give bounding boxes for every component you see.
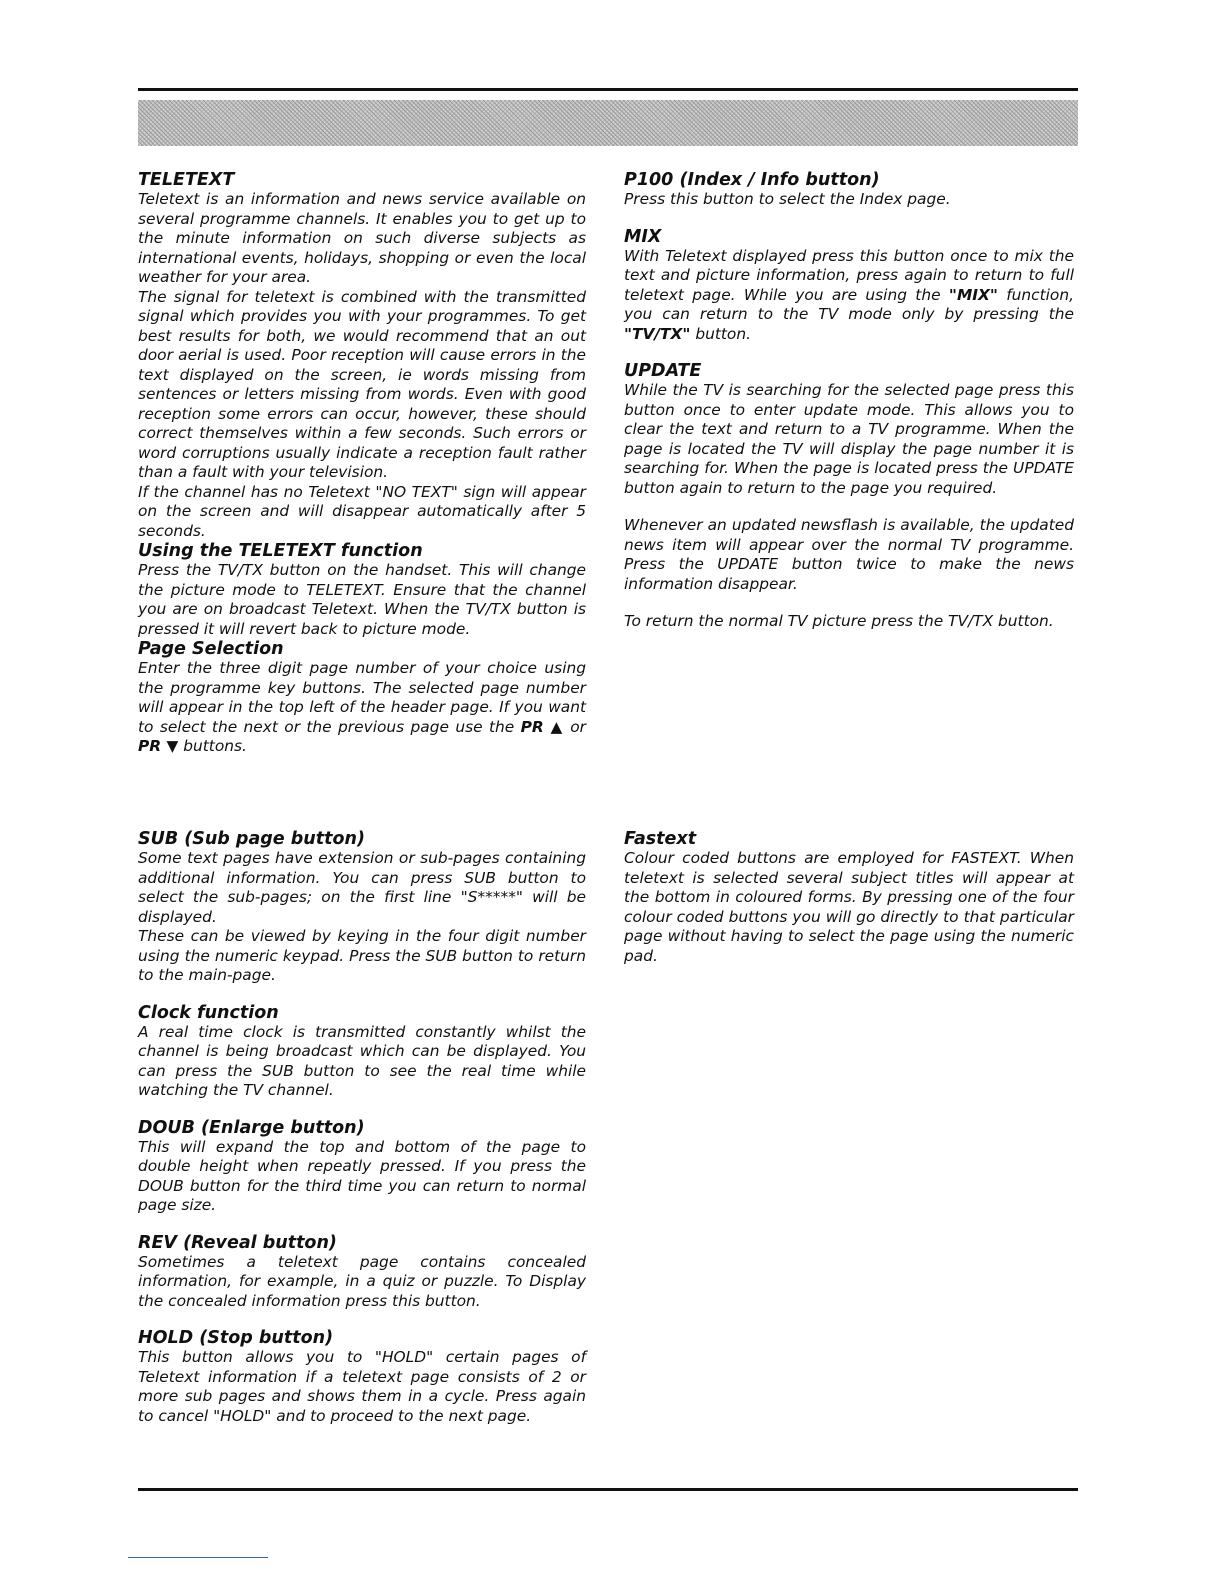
tvtx-quote: "TV/TX" bbox=[624, 324, 691, 343]
column-left-top bbox=[138, 170, 586, 757]
doub-heading: DOUB (Enlarge button) bbox=[138, 1117, 365, 1138]
teletext-heading: TELETEXT bbox=[138, 170, 235, 190]
pr-down-label: PR ▼ bbox=[138, 737, 179, 755]
mix-text-b: function, you can return to the TV mode only by pressing the bbox=[624, 285, 1074, 323]
top-rule bbox=[138, 88, 1078, 91]
clock-body: A real time clock is transmitted constantly whilst the channel is being broadcast which can be displayed. You can press the SUB button to see the real time while watching the TV channel. bbox=[138, 1022, 586, 1099]
clock-section bbox=[138, 1003, 586, 1101]
header-banner bbox=[138, 100, 1078, 146]
column-right-top bbox=[624, 170, 1074, 649]
buttons-label: buttons. bbox=[183, 737, 247, 755]
mix-section bbox=[624, 227, 1074, 345]
fastext-heading: Fastext bbox=[624, 829, 697, 849]
fastext-body: Colour coded buttons are employed for FASTEXT. When teletext is selected several subject titles will appear at the bottom in coloured forms. By pressing one of the four colour coded buttons you will go directly to that particular page without having to select the page using the numeric pad. bbox=[624, 849, 1074, 965]
page-selection-body bbox=[138, 659, 586, 757]
page-selection-heading: Page Selection bbox=[138, 639, 284, 659]
using-teletext-body: Press the TV/TX button on the handset. This will change the picture mode to TELETEXT. Ensure that the channel you are on broadcast Teletext. When the TV/TX button is pressed it will revert back to picture mode. bbox=[138, 561, 586, 638]
rev-section bbox=[138, 1233, 586, 1312]
mix-text-c: button. bbox=[695, 324, 751, 343]
rev-body: Sometimes a teletext page contains concealed information, for example, in a quiz or puzzle. To Display the concealed information press this button. bbox=[138, 1252, 586, 1310]
sub-body: Some text pages have extension or sub-pages containing additional information. You can press SUB button to select the sub-pages; on the first line "S*****" will be displayed. bbox=[138, 849, 586, 926]
or-label: or bbox=[570, 717, 586, 736]
update-newsflash: Whenever an updated newsflash is available, the updated news item will appear over the normal TV programme. Press the UPDATE button twice to make the news information disappear. bbox=[624, 516, 1074, 593]
update-heading: UPDATE bbox=[624, 361, 702, 381]
footnote-separator bbox=[128, 1557, 268, 1558]
bottom-rule bbox=[138, 1488, 1078, 1491]
mix-heading: MIX bbox=[624, 226, 662, 247]
using-teletext-section bbox=[138, 541, 586, 639]
mix-text-a: With Teletext displayed press this button once to mix the text and picture information, press again to return to full teletext page. While you are using the bbox=[624, 246, 1074, 304]
hold-heading: HOLD (Stop button) bbox=[138, 1328, 334, 1348]
clock-heading: Clock function bbox=[138, 1002, 279, 1023]
p100-body: Press this button to select the Index page. bbox=[624, 190, 951, 208]
pr-up-label: PR ▲ bbox=[520, 717, 564, 736]
column-left-bottom bbox=[138, 829, 586, 1443]
teletext-intro: Teletext is an information and news service available on several programme channels. It enables you to get up to the minute information on such diverse subjects as international events, holidays, shopping or even the local weather for your area. bbox=[138, 190, 586, 286]
using-teletext-heading: Using the TELETEXT function bbox=[138, 541, 423, 561]
page-selection-text: Enter the three digit page number of your choice using the programme key buttons. The selected page number will appear in the top left of the header page. If you want to select the next or the previous page use the bbox=[138, 659, 586, 736]
column-right-bottom bbox=[624, 829, 1074, 983]
doub-section bbox=[138, 1118, 586, 1216]
sub-body-2: These can be viewed by keying in the four digit number using the numeric keypad. Press the SUB button to return to the main-page. bbox=[138, 927, 586, 984]
sub-section bbox=[138, 829, 586, 986]
teletext-signal: The signal for teletext is combined with the transmitted signal which provides you with your programmes. To get best results for both, we would recommend that an out door aerial is used. Poor reception will cause errors in the text displayed on the screen, ie words missing from sentences or letters missing from words. Even with good reception some errors can occur, however, these should correct themselves within a few seconds. Such errors or word corruptions usually indicate a reception fault rather than a fault with your television. bbox=[138, 287, 586, 481]
rev-heading: REV (Reveal button) bbox=[138, 1232, 337, 1253]
update-body: While the TV is searching for the selected page press this button once to enter update mode. This allows you to clear the text and return to a TV programme. When the page is located the TV will display the page number it is searching for. When the page is located press the UPDATE button again to return to the page you required. bbox=[624, 381, 1074, 497]
teletext-section bbox=[138, 170, 586, 541]
hold-section bbox=[138, 1328, 586, 1426]
fastext-section bbox=[624, 829, 1074, 966]
hold-body: This button allows you to "HOLD" certain pages of Teletext information if a teletext page consists of 2 or more sub pages and shows them in a cycle. Press again to cancel "HOLD" and to proceed to the next page. bbox=[138, 1348, 586, 1425]
update-return: To return the normal TV picture press the TV/TX button. bbox=[624, 612, 1054, 630]
mix-quote: "MIX" bbox=[948, 285, 998, 304]
teletext-no-text: If the channel has no Teletext "NO TEXT" sign will appear on the screen and will disappear automatically after 5 seconds. bbox=[138, 482, 586, 540]
update-section bbox=[624, 361, 1074, 632]
page-selection-section bbox=[138, 639, 586, 757]
doub-body: This will expand the top and bottom of the page to double height when repeatly pressed. If you press the DOUB button for the third time you can return to normal page size. bbox=[138, 1137, 586, 1214]
p100-section bbox=[624, 170, 1074, 210]
sub-heading: SUB (Sub page button) bbox=[138, 829, 365, 849]
p100-heading: P100 (Index / Info button) bbox=[624, 170, 880, 190]
mix-body bbox=[624, 247, 1074, 345]
